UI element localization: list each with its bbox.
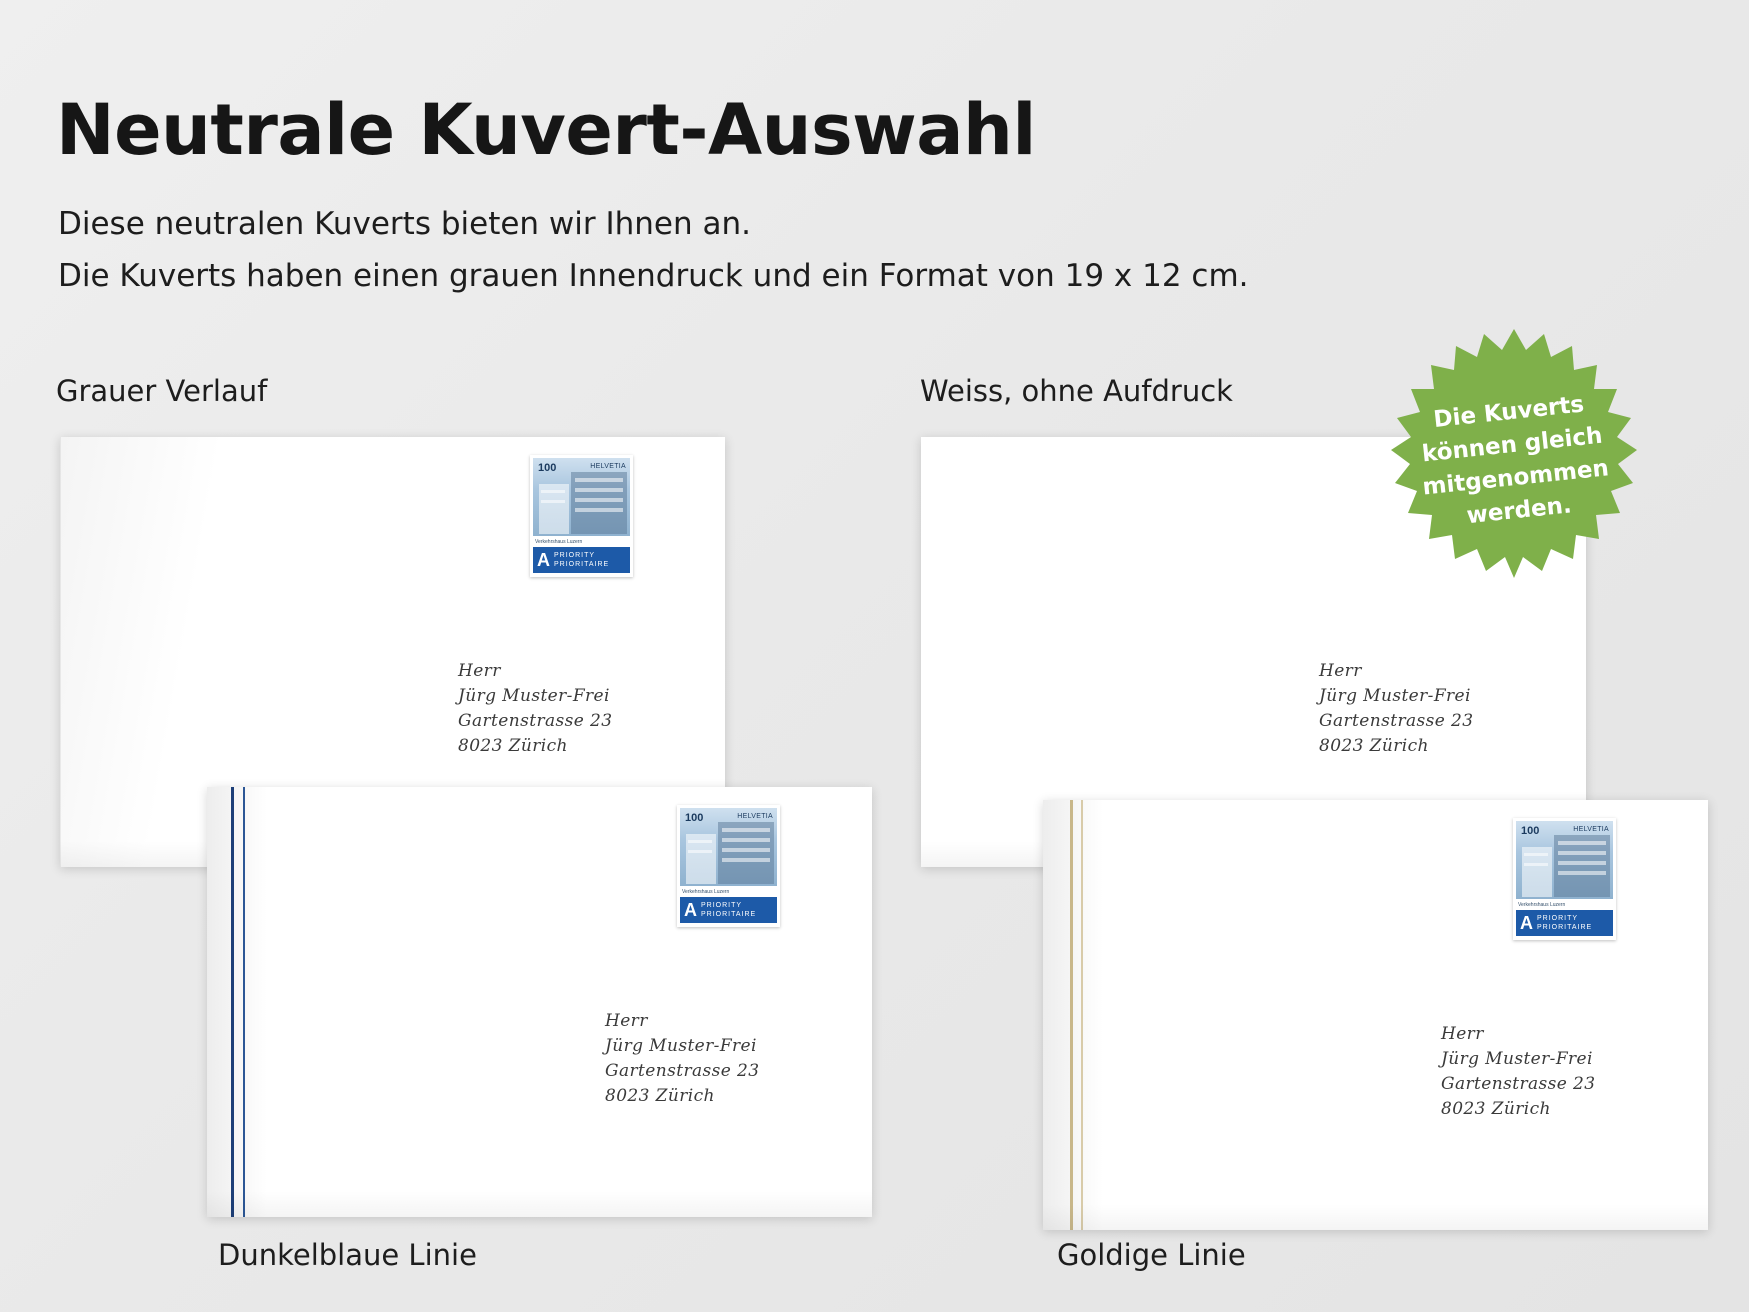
address-street: Gartenstrasse 23 xyxy=(1441,1074,1596,1094)
address-block xyxy=(458,659,612,759)
stamp-value: 100 xyxy=(1521,825,1540,837)
priority-label xyxy=(533,547,630,573)
intro-text xyxy=(58,198,1249,302)
priority-de: PRIORITY xyxy=(554,552,596,559)
stamp-image xyxy=(1516,821,1613,899)
envelope-shadow xyxy=(207,1191,872,1217)
stamp-image xyxy=(680,808,777,886)
envelope-grey-gradient xyxy=(207,787,267,1217)
envelope-goldige-linie[interactable] xyxy=(1043,800,1708,1230)
stamp-caption: Verkehrshaus Luzern xyxy=(535,539,583,545)
address-name: Jürg Muster-Frei xyxy=(1441,1049,1593,1069)
stamp-caption: Verkehrshaus Luzern xyxy=(1518,902,1566,908)
stamp-value: 100 xyxy=(538,462,557,474)
intro-line-2: Die Kuverts haben einen grauen Innendruck und ein Format von 19 x 12 cm. xyxy=(58,258,1249,294)
postage-stamp xyxy=(677,805,780,927)
priority-de: PRIORITY xyxy=(701,902,743,909)
stamp-image xyxy=(533,458,630,536)
page-title: Neutrale Kuvert-Auswahl xyxy=(56,88,1036,171)
address-salutation: Herr xyxy=(605,1011,648,1031)
envelope-grey-gradient xyxy=(1043,800,1103,1230)
address-city: 8023 Zürich xyxy=(605,1086,715,1106)
address-block xyxy=(605,1009,759,1109)
priority-letter: A xyxy=(1520,913,1533,933)
accent-line-secondary xyxy=(243,787,245,1217)
priority-fr: PRIORITAIRE xyxy=(1537,924,1593,931)
address-name: Jürg Muster-Frei xyxy=(458,686,610,706)
address-city: 8023 Zürich xyxy=(458,736,568,756)
promo-badge xyxy=(1379,327,1649,597)
address-city: 8023 Zürich xyxy=(1441,1099,1551,1119)
envelope-dunkelblaue-linie[interactable] xyxy=(207,787,872,1217)
accent-line-primary xyxy=(231,787,234,1217)
address-street: Gartenstrasse 23 xyxy=(605,1061,760,1081)
stamp-country: HELVETIA xyxy=(590,463,626,470)
promo-line-2: können gleich xyxy=(1420,422,1604,468)
priority-letter: A xyxy=(684,900,697,920)
postage-stamp xyxy=(530,455,633,577)
address-salutation: Herr xyxy=(1441,1024,1484,1044)
address-salutation: Herr xyxy=(458,661,501,681)
promo-line-1: Die Kuverts xyxy=(1432,391,1586,434)
priority-label xyxy=(680,897,777,923)
priority-label xyxy=(1516,910,1613,936)
priority-letter: A xyxy=(537,550,550,570)
promo-line-3: mitgenommen xyxy=(1421,455,1611,501)
address-salutation: Herr xyxy=(1319,661,1362,681)
address-city: 8023 Zürich xyxy=(1319,736,1429,756)
accent-line-primary xyxy=(1070,800,1073,1230)
priority-fr: PRIORITAIRE xyxy=(554,561,610,568)
priority-de: PRIORITY xyxy=(1537,915,1579,922)
address-name: Jürg Muster-Frei xyxy=(605,1036,757,1056)
promo-line-4: werden. xyxy=(1465,492,1573,530)
envelope-caption-goldige-linie: Goldige Linie xyxy=(1057,1238,1246,1272)
stamp-country: HELVETIA xyxy=(1573,826,1609,833)
accent-line-secondary xyxy=(1081,800,1083,1230)
stamp-value: 100 xyxy=(685,812,704,824)
priority-fr: PRIORITAIRE xyxy=(701,911,757,918)
address-name: Jürg Muster-Frei xyxy=(1319,686,1471,706)
envelope-caption-dunkelblaue-linie: Dunkelblaue Linie xyxy=(218,1238,477,1272)
address-street: Gartenstrasse 23 xyxy=(1319,711,1474,731)
envelope-caption-grauer-verlauf: Grauer Verlauf xyxy=(56,374,268,408)
intro-line-1: Diese neutralen Kuverts bieten wir Ihnen an. xyxy=(58,206,752,242)
promo-badge-text xyxy=(1366,314,1663,611)
address-block xyxy=(1441,1022,1595,1122)
envelope-caption-weiss-ohne-aufdruck: Weiss, ohne Aufdruck xyxy=(920,374,1233,408)
stamp-caption: Verkehrshaus Luzern xyxy=(682,889,730,895)
postage-stamp xyxy=(1513,818,1616,940)
stamp-country: HELVETIA xyxy=(737,813,773,820)
envelope-shadow xyxy=(1043,1204,1708,1230)
address-block xyxy=(1319,659,1473,759)
address-street: Gartenstrasse 23 xyxy=(458,711,613,731)
